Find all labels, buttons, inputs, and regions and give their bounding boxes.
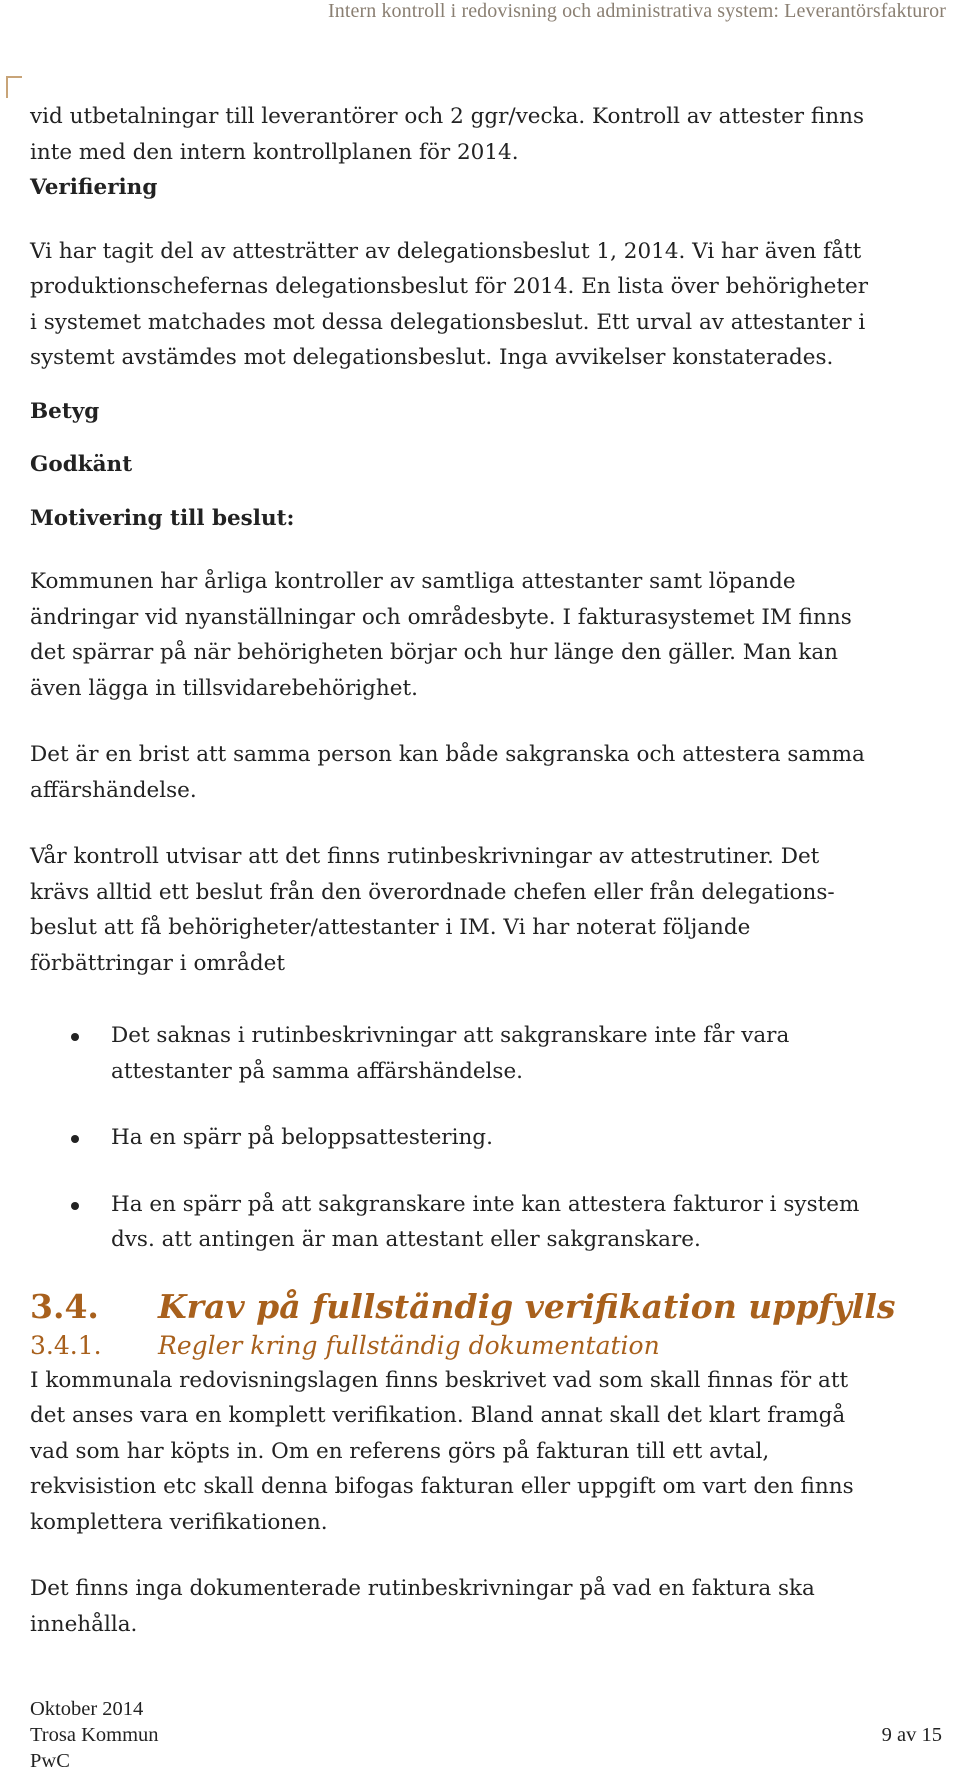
text-line: Ha en spärr på att sakgranskare inte kan attestera fakturor i system bbox=[111, 1191, 860, 1217]
verifiering-paragraph bbox=[30, 234, 940, 376]
betyg-heading: Betyg bbox=[30, 398, 100, 424]
intro-paragraph bbox=[30, 99, 940, 170]
text-line: komplettera verifikationen. bbox=[30, 1509, 328, 1535]
list-item bbox=[30, 1120, 940, 1156]
text-line: i systemet matchades mot dessa delegationsbeslut. Ett urval av attestanter i bbox=[30, 309, 866, 335]
text-line: attestanter på samma affärshändelse. bbox=[111, 1058, 524, 1084]
motivering-heading: Motivering till beslut: bbox=[30, 505, 295, 531]
betyg-value: Godkänt bbox=[30, 452, 133, 477]
bullet-icon bbox=[71, 1135, 79, 1143]
page-header bbox=[0, 0, 960, 26]
improvement-list bbox=[30, 1018, 940, 1258]
text-line: det anses vara en komplett verifikation. Bland annat skall det klart framgå bbox=[30, 1403, 846, 1428]
text-line: förbättringar i området bbox=[30, 950, 285, 976]
footer-date: Oktober 2014 bbox=[30, 1698, 144, 1720]
footer-organization: Trosa Kommun bbox=[30, 1724, 159, 1746]
motivering-paragraph bbox=[30, 564, 940, 706]
page-footer bbox=[30, 1696, 942, 1774]
text-line: I kommunala redovisningslagen finns beskrivet vad som skall finnas för att bbox=[30, 1367, 849, 1393]
section-number: 3.4. bbox=[30, 1286, 99, 1326]
text-line: inte med den intern kontrollplanen för 2014. bbox=[30, 139, 519, 165]
footer-firm: PwC bbox=[30, 1750, 70, 1772]
text-line: vid utbetalningar till leverantörer och 2 ggr/vecka. Kontroll av attester finns bbox=[30, 104, 864, 129]
list-item bbox=[30, 1187, 940, 1258]
text-line: ändringar vid nyanställningar och områdesbyte. I fakturasystemet IM finns bbox=[30, 604, 852, 630]
text-line: Det saknas i rutinbeskrivningar att sakgranskare inte får vara bbox=[111, 1023, 790, 1048]
text-line: dvs. att antingen är man attestant eller sakgranskare. bbox=[111, 1227, 701, 1252]
running-header-title: Intern kontroll i redovisning och administrativa system: Leverantörsfakturor bbox=[328, 0, 946, 22]
corner-mark bbox=[6, 76, 22, 98]
text-line: Ha en spärr på beloppsattestering. bbox=[111, 1125, 493, 1150]
final-paragraph bbox=[30, 1571, 940, 1642]
list-item bbox=[30, 1018, 940, 1089]
text-line: produktionschefernas delegationsbeslut för 2014. En lista över behörigheter bbox=[30, 274, 868, 299]
text-line: Vi har tagit del av attesträtter av delegationsbeslut 1, 2014. Vi har även fått bbox=[30, 238, 862, 264]
document-body bbox=[30, 99, 940, 1642]
text-line: Det är en brist att samma person kan både sakgranska och attestera samma bbox=[30, 742, 865, 767]
verifiering-heading: Verifiering bbox=[30, 175, 158, 200]
text-line: systemt avstämdes mot delegationsbeslut. Inga avvikelser konstaterades. bbox=[30, 345, 834, 370]
text-line: det spärrar på när behörigheten börjar och hur länge den gäller. Man kan bbox=[30, 640, 838, 665]
regler-paragraph bbox=[30, 1363, 940, 1541]
subsection-heading bbox=[30, 1329, 940, 1363]
text-line: Det finns inga dokumenterade rutinbeskrivningar på vad en faktura ska bbox=[30, 1576, 815, 1601]
text-line: rekvisistion etc skall denna bifogas fakturan eller uppgift om vart den finns bbox=[30, 1474, 854, 1499]
section-heading bbox=[30, 1285, 940, 1329]
text-line: krävs alltid ett beslut från den överordnade chefen eller från delegations- bbox=[30, 879, 835, 905]
text-line: innehålla. bbox=[30, 1611, 138, 1637]
text-line: affärshändelse. bbox=[30, 777, 197, 803]
kontroll-paragraph bbox=[30, 839, 940, 981]
text-line: Vår kontroll utvisar att det finns rutinbeskrivningar av attestrutiner. Det bbox=[30, 844, 820, 869]
section-title: Krav på fullständig verifikation uppfylls bbox=[158, 1286, 896, 1326]
text-line: beslut att få behörigheter/attestanter i IM. Vi har noterat följande bbox=[30, 915, 751, 940]
bullet-icon bbox=[71, 1033, 79, 1041]
text-line: Kommunen har årliga kontroller av samtliga attestanter samt löpande bbox=[30, 569, 796, 594]
bullet-icon bbox=[71, 1202, 79, 1210]
text-line: vad som har köpts in. Om en referens görs på fakturan till ett avtal, bbox=[30, 1438, 770, 1464]
text-line: även lägga in tillsvidarebehörighet. bbox=[30, 675, 418, 701]
subsection-number: 3.4.1. bbox=[30, 1330, 102, 1360]
page-number: 9 av 15 bbox=[881, 1724, 942, 1746]
subsection-title: Regler kring fullständig dokumentation bbox=[158, 1330, 660, 1360]
brist-paragraph bbox=[30, 737, 940, 808]
